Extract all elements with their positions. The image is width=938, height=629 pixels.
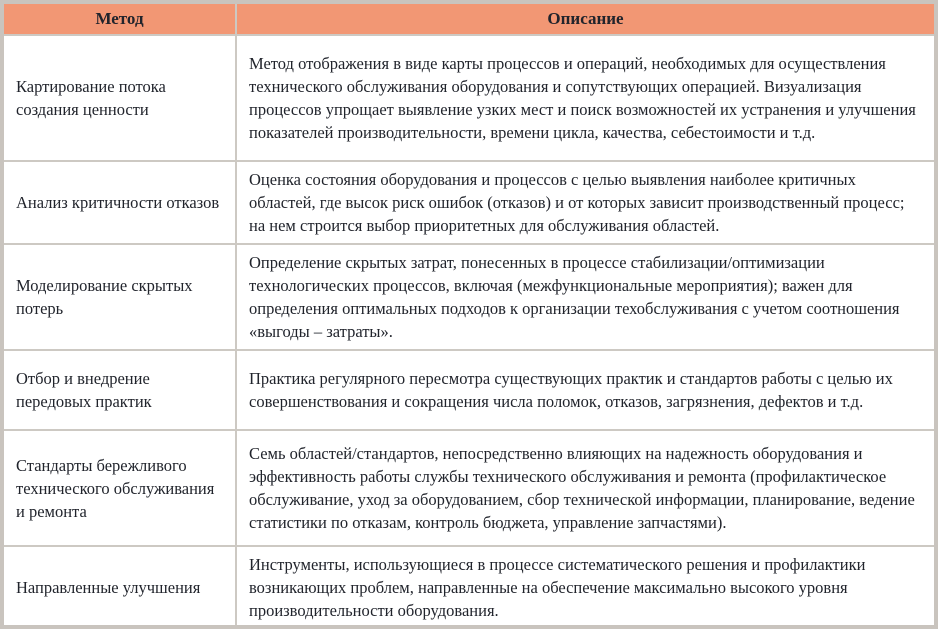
table-row [4, 430, 934, 546]
description-cell: Определение скрытых затрат, понесенных в процессе стабилизации/оптимизации технологических процессов, включая (межфункциональные мероприятия); важен для определения оптимальных подходов к организации техобслуживания с учетом соотношения «выгоды – затраты». [236, 244, 934, 350]
methods-table [4, 4, 934, 628]
table-row [4, 244, 934, 350]
description-cell: Инструменты, использующиеся в процессе систематического решения и профилактики возникающих проблем, направленные на обеспечение максимально высокого уровня производительности оборудования. [236, 546, 934, 628]
table-row [4, 546, 934, 628]
description-cell: Практика регулярного пересмотра существующих практик и стандартов работы с целью их совершенствования и сокращения числа поломок, отказов, загрязнения, дефектов и т.д. [236, 350, 934, 430]
method-cell: Отбор и внедрение передовых практик [4, 350, 236, 430]
table-body [4, 35, 934, 628]
table-row [4, 161, 934, 244]
description-cell: Семь областей/стандартов, непосредственно влияющих на надежность оборудования и эффективность работы службы технического обслуживания и ремонта (профилактическое обслуживание, уход за оборудованием, сбор технической информации, планирование, ведение статистики по отказам, контроль бюджета, управление запчастями). [236, 430, 934, 546]
header-row [4, 4, 934, 35]
table-row [4, 350, 934, 430]
method-cell: Направленные улучшения [4, 546, 236, 628]
description-cell: Оценка состояния оборудования и процессов с целью выявления наиболее критичных областей, где высок риск ошибок (отказов) и от которых зависит производственный процесс; на нем строится выбор приоритетных для обслуживания областей. [236, 161, 934, 244]
description-cell: Метод отображения в виде карты процессов и операций, необходимых для осуществления технического обслуживания оборудования и сопутствующих операцией. Визуализация процессов упрощает выявление узких мест и поиск возможностей их устранения и улучшения показателей производительности, времени цикла, качества, себестоимости и т.д. [236, 35, 934, 161]
column-header-method: Метод [4, 4, 236, 35]
method-cell: Стандарты бережливого технического обслуживания и ремонта [4, 430, 236, 546]
method-cell: Анализ критичности отказов [4, 161, 236, 244]
column-header-description: Описание [236, 4, 934, 35]
method-cell: Картирование потока создания ценности [4, 35, 236, 161]
table-row [4, 35, 934, 161]
method-cell: Моделирование скрытых потерь [4, 244, 236, 350]
